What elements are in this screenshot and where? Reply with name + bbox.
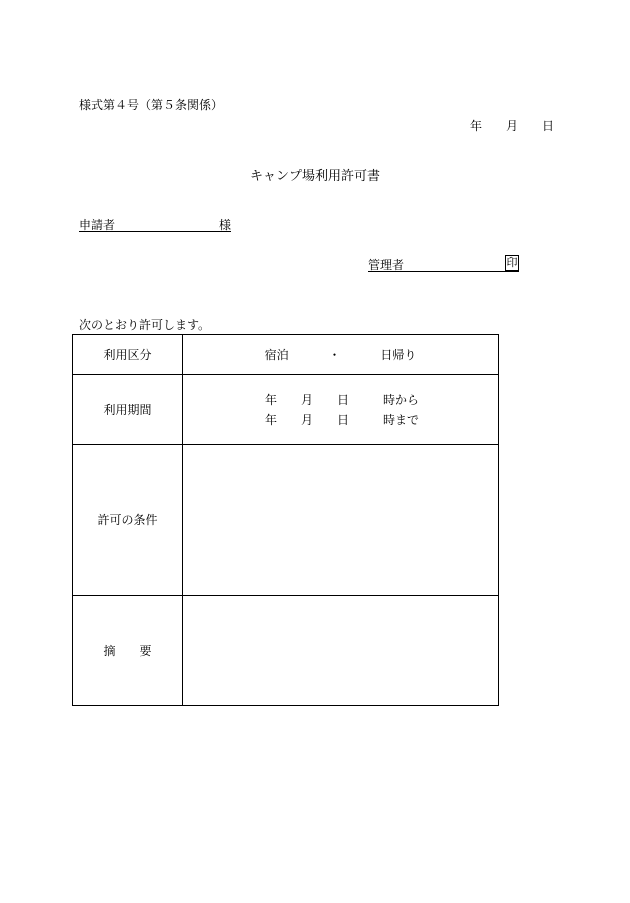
start-suffix: 時から bbox=[383, 392, 420, 407]
period-value bbox=[183, 375, 499, 445]
period-label: 利用期間 bbox=[73, 375, 183, 445]
applicant-line bbox=[79, 216, 231, 232]
applicant-honorific: 様 bbox=[218, 218, 231, 232]
applicant-label: 申請者 bbox=[79, 218, 116, 232]
seal-box: 印 bbox=[506, 256, 518, 269]
start-day: 日 bbox=[337, 392, 350, 407]
usage-options bbox=[183, 335, 499, 375]
end-month: 月 bbox=[301, 412, 314, 427]
conditions-value bbox=[183, 445, 499, 595]
remarks-label: 摘 要 bbox=[73, 595, 183, 705]
usage-label: 利用区分 bbox=[73, 335, 183, 375]
table-row-remarks bbox=[73, 595, 499, 705]
usage-option-day: 日帰り bbox=[380, 348, 417, 363]
table-row-usage bbox=[73, 335, 499, 375]
remarks-value bbox=[183, 595, 499, 705]
manager-line bbox=[368, 256, 519, 272]
intro-text: 次のとおり許可します。 bbox=[79, 318, 211, 332]
table-row-conditions bbox=[73, 445, 499, 595]
start-year: 年 bbox=[265, 392, 278, 407]
form-number: 様式第４号（第５条関係） bbox=[79, 98, 224, 112]
usage-option-stay: 宿泊 bbox=[264, 348, 289, 363]
end-year: 年 bbox=[265, 412, 278, 427]
usage-separator: ・ bbox=[328, 348, 341, 363]
document-title: キャンプ場利用許可書 bbox=[249, 169, 380, 184]
date-day-label: 日 bbox=[542, 119, 555, 133]
period-end bbox=[183, 410, 498, 430]
manager-label: 管理者 bbox=[368, 258, 405, 272]
conditions-label: 許可の条件 bbox=[73, 445, 183, 595]
period-start bbox=[183, 390, 498, 410]
end-suffix: 時まで bbox=[383, 412, 420, 427]
permit-table bbox=[72, 334, 499, 706]
table-row-period bbox=[73, 375, 499, 445]
date-year-label: 年 bbox=[470, 119, 483, 133]
issue-date bbox=[470, 117, 554, 134]
start-month: 月 bbox=[301, 392, 314, 407]
end-day: 日 bbox=[337, 412, 350, 427]
date-month-label: 月 bbox=[506, 119, 519, 133]
